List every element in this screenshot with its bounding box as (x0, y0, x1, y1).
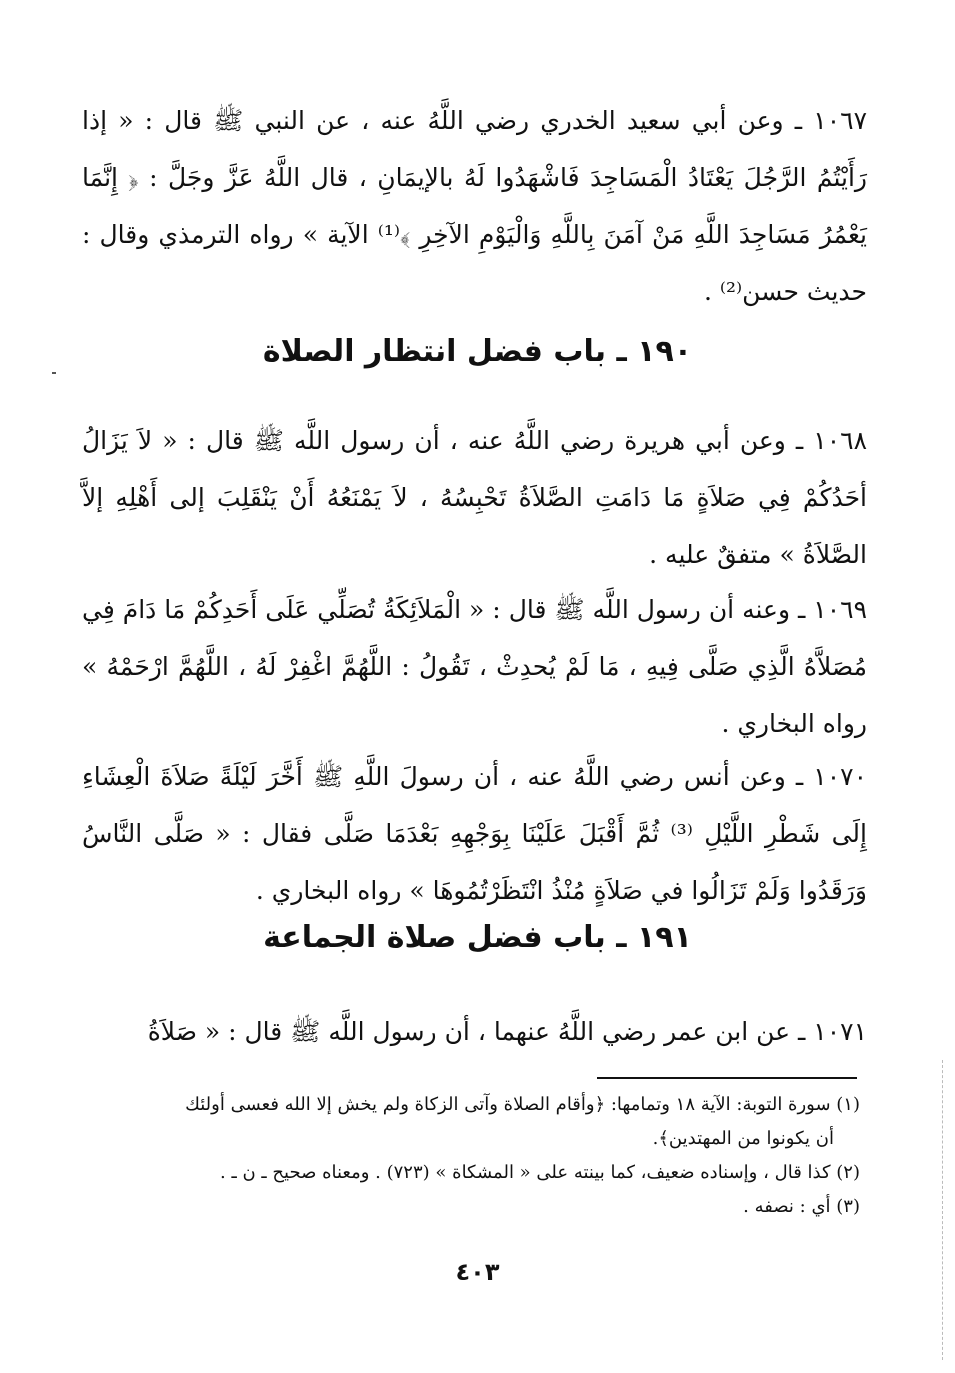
page-number: ٤٠٣ (455, 1258, 500, 1286)
chapter-heading-190: ١٩٠ ـ باب فضل انتظار الصلاة (262, 334, 693, 369)
chapter-heading-191: ١٩١ ـ باب فضل صلاة الجماعة (263, 920, 692, 955)
footnote-2: (٢) كذا قال ، وإسناده ضعيف، كما بينته على « المشكاة » (٧٢٣) . ومعناه صحيح ـ ن ـ . (220, 1162, 860, 1183)
scan-edge-mark (942, 1060, 943, 1360)
hadith-1069: ١٠٦٩ ـ وعنه أن رسول اللَّه ﷺ قال : « الْمَلاَئِكَةُ تُصَلِّي عَلَى أَحَدِكُمْ مَا دَامَ فِي مُصَلاَّهُ الَّذِي صَلَّى فِيهِ ، مَا لَمْ يُحدِثْ ، تَقُولُ : اللَّهُمَّ اغْفِرْ لَهُ ، اللَّهُمَّ ارْحَمْهُ » رواه البخاري . (82, 595, 867, 738)
chapter-191-body (82, 1003, 867, 1060)
footnote-separator (597, 1077, 857, 1079)
hadith-1071: ١٠٧١ ـ عن ابن عمر رضي اللَّهُ عنهما ، أن رسول اللَّه ﷺ قال : « صَلاَةُ (147, 1017, 867, 1046)
hadith-1070: ١٠٧٠ ـ وعن أنس رضي اللَّهُ عنه ، أن رسولَ اللَّهِ ﷺ أَخَّرَ لَيْلَةً صَلاَةَ الْعِشَاءِ إِلَى شَطْرِ اللَّيْلِ ⁽³⁾ ثُمَّ أَقْبَلَ عَلَيْنَا بِوَجْهِهِ بَعْدَمَا صَلَّى فقال : « صَلَّى النَّاسُ وَرَقَدُوا وَلَمْ تَزَالُوا في صَلاَةٍ مُنْذُ انْتَظَرْتُمُوهَا » رواه البخاري . (82, 762, 867, 905)
footnote-1-continuation: أن يكونوا من المهتدين﴾. (652, 1128, 834, 1149)
scan-speck (52, 372, 56, 374)
hadith-1068: ١٠٦٨ ـ وعن أبي هريرة رضي اللَّهُ عنه ، أن رسول اللَّه ﷺ قال : « لاَ يَزَالُ أحَدُكُمْ فِي صَلاَةٍ مَا دَامَتِ الصَّلاَةُ تَحْبِسُهُ ، لاَ يَمْنَعُهُ أَنْ يَنْقَلِبَ إلى أَهْلِهِ إلاَّ الصَّلاَةُ » متفقٌ عليه . (82, 426, 867, 569)
hadith-1067-block (82, 92, 867, 320)
chapter-190-body (82, 412, 867, 919)
footnotes (90, 1088, 860, 1224)
footnote-1: (١) سورة التوبة: الآية ١٨ وتمامها: ﴿وأقام الصلاة وآتى الزكاة ولم يخش إلا الله فعسى أولئك (185, 1094, 860, 1115)
hadith-1067: ١٠٦٧ ـ وعن أبي سعيد الخدري رضي اللَّهُ عنه ، عن النبي ﷺ قال : « إذا رَأَيْتُمُ الرَّجُلَ يَعْتَادُ الْمَسَاجِدَ فَاشْهَدُوا لَهُ بالإيمَانِ ، قال اللَّهُ عَزَّ وجَلَّ : ﴿ إِنَّمَا يَعْمُرُ مَسَاجِدَ اللَّهِ مَنْ آمَنَ بِاللَّهِ وَالْيَوْمِ الآخِرِ ﴾⁽¹⁾ الآية » رواه الترمذي وقال : حديث حسن⁽²⁾ . (82, 106, 867, 306)
footnote-3: (٣) أي : نصفه . (743, 1196, 860, 1217)
